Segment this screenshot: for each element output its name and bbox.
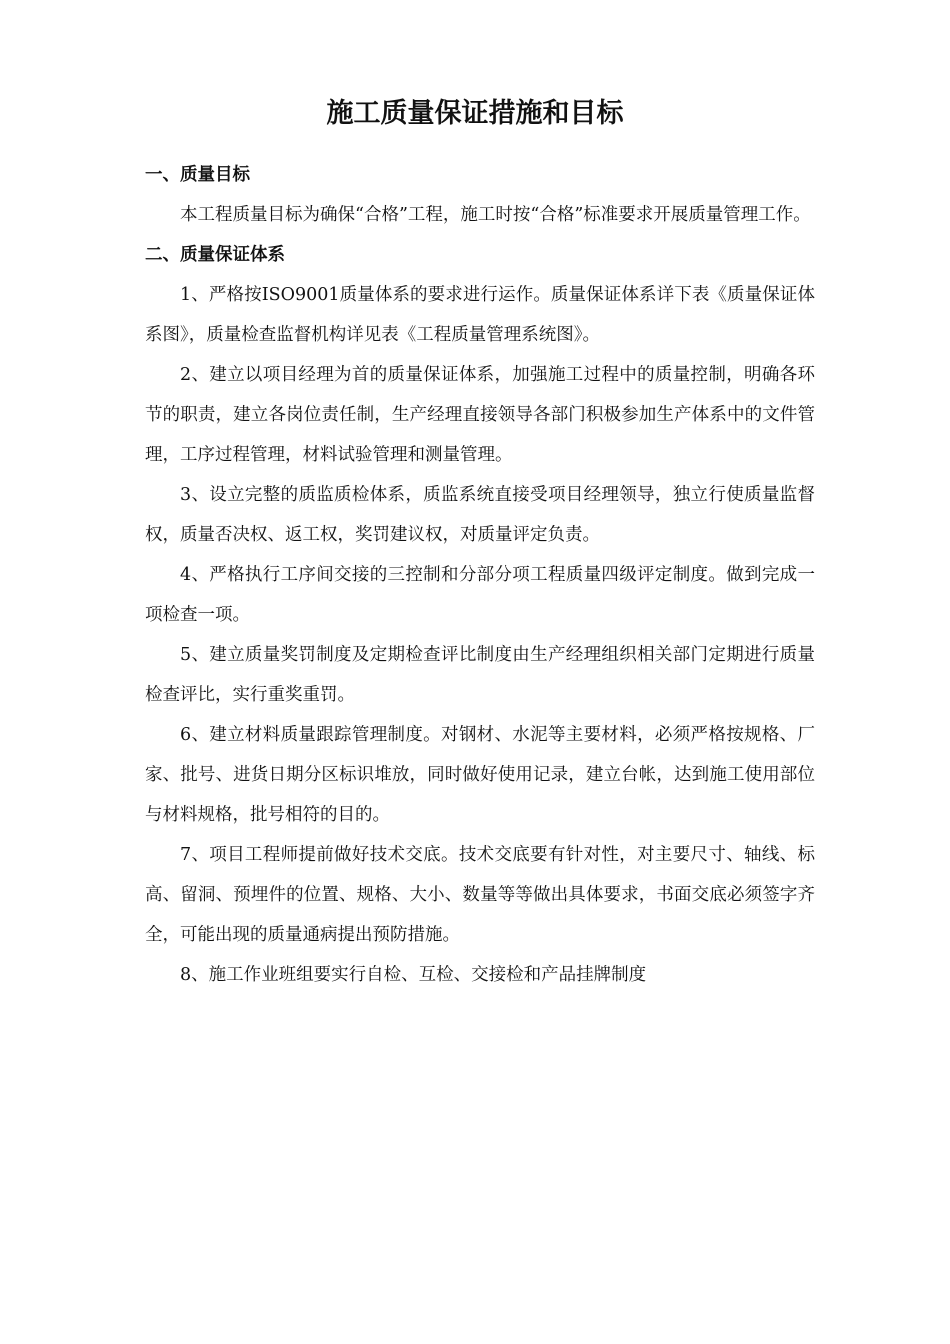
paragraph: 2、建立以项目经理为首的质量保证体系，加强施工过程中的质量控制，明确各环节的职责，建立各岗位责任制，生产经理直接领导各部门积极参加生产体系中的文件管理，工序过程管理，材料试验管理和测量管理。	[145, 365, 815, 465]
paragraph: 4、严格执行工序间交接的三控制和分部分项工程质量四级评定制度。做到完成一项检查一项。	[145, 565, 815, 625]
section-heading-quality-target: 一、质量目标	[145, 165, 250, 185]
document-title: 施工质量保证措施和目标	[326, 98, 624, 129]
paragraph: 5、建立质量奖罚制度及定期检查评比制度由生产经理组织相关部门定期进行质量检查评比，实行重奖重罚。	[145, 645, 815, 705]
paragraph: 本工程质量目标为确保“合格”工程，施工时按“合格”标准要求开展质量管理工作。	[180, 205, 811, 225]
paragraph: 6、建立材料质量跟踪管理制度。对钢材、水泥等主要材料，必须严格按规格、厂家、批号、进货日期分区标识堆放，同时做好使用记录，建立台帐，达到施工使用部位与材料规格，批号相符的目的。	[145, 725, 815, 825]
paragraph: 3、设立完整的质监质检体系，质监系统直接受项目经理领导，独立行使质量监督权，质量否决权、返工权，奖罚建议权，对质量评定负责。	[145, 485, 815, 545]
paragraph: 8、施工作业班组要实行自检、互检、交接检和产品挂牌制度	[180, 965, 647, 985]
paragraph: 7、项目工程师提前做好技术交底。技术交底要有针对性，对主要尺寸、轴线、标高、留洞、预埋件的位置、规格、大小、数量等等做出具体要求，书面交底必须签字齐全，可能出现的质量通病提出预防措施。	[145, 845, 815, 945]
document-body	[145, 155, 815, 995]
section-heading-quality-system: 二、质量保证体系	[145, 245, 285, 265]
paragraph: 1、严格按ISO9001质量体系的要求进行运作。质量保证体系详下表《质量保证体系图》，质量检查监督机构详见表《工程质量管理系统图》。	[145, 285, 815, 345]
